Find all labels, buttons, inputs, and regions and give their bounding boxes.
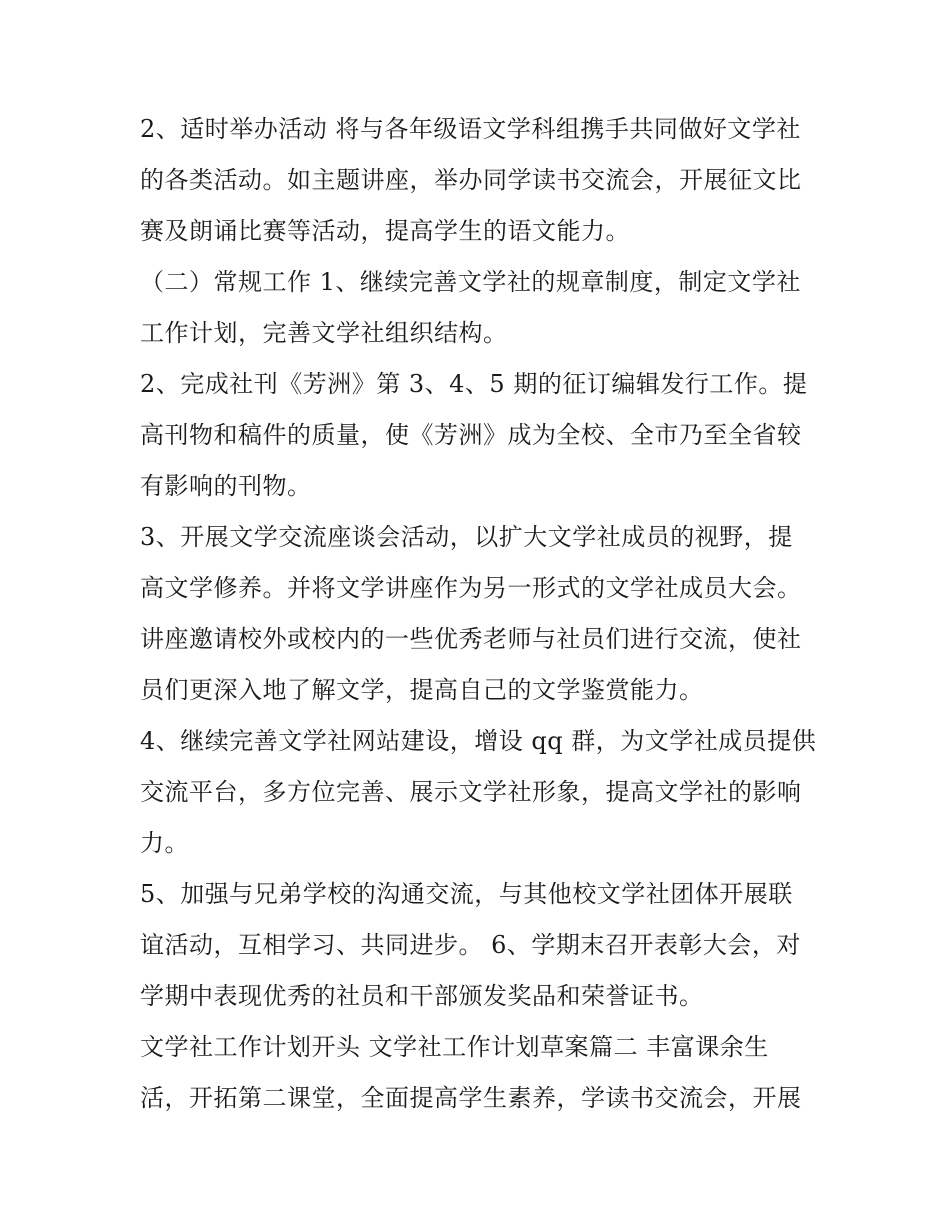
text-line: 学期中表现优秀的社员和干部颁发奖品和荣誉证书。 xyxy=(140,982,704,1010)
text-line: 的各类活动。如主题讲座，举办同学读书交流会，开展征文比 xyxy=(140,166,802,194)
text-line: 4、继续完善文学社网站建设，增设 qq 群，为文学社成员提供 xyxy=(140,727,817,755)
text-line: 交流平台，多方位完善、展示文学社形象，提高文学社的影响 xyxy=(140,778,802,806)
text-line: 谊活动，互相学习、共同进步。 6、学期末召开表彰大会，对 xyxy=(140,931,801,959)
text-line: 工作计划，完善文学社组织结构。 xyxy=(140,319,508,347)
text-line: 赛及朗诵比赛等活动，提高学生的语文能力。 xyxy=(140,217,630,245)
text-line: 3、开展文学交流座谈会活动，以扩大文学社成员的视野，提 xyxy=(140,523,793,551)
text-line: 有影响的刊物。 xyxy=(140,472,312,500)
text-line: 员们更深入地了解文学，提高自己的文学鉴赏能力。 xyxy=(140,676,704,704)
text-line: 高文学修养。并将文学讲座作为另一形式的文学社成员大会。 xyxy=(140,574,802,602)
text-line: 力。 xyxy=(140,829,189,857)
text-line: 文学社工作计划开头 文学社工作计划草案篇二 丰富课余生 xyxy=(140,1033,769,1061)
text-line: 2、适时举办活动 将与各年级语文学科组携手共同做好文学社 xyxy=(140,115,801,143)
text-line: （二）常规工作 1、继续完善文学社的规章制度，制定文学社 xyxy=(140,268,801,296)
text-line: 2、完成社刊《芳洲》第 3、4、5 期的征订编辑发行工作。提 xyxy=(140,370,808,398)
text-line: 5、加强与兄弟学校的沟通交流，与其他校文学社团体开展联 xyxy=(140,880,793,908)
text-line: 高刊物和稿件的质量，使《芳洲》成为全校、全市乃至全省较 xyxy=(140,421,802,449)
text-line: 讲座邀请校外或校内的一些优秀老师与社员们进行交流，使社 xyxy=(140,625,802,653)
document-body xyxy=(140,108,820,1128)
text-line: 活，开拓第二课堂，全面提高学生素养，学读书交流会，开展 xyxy=(140,1084,802,1112)
